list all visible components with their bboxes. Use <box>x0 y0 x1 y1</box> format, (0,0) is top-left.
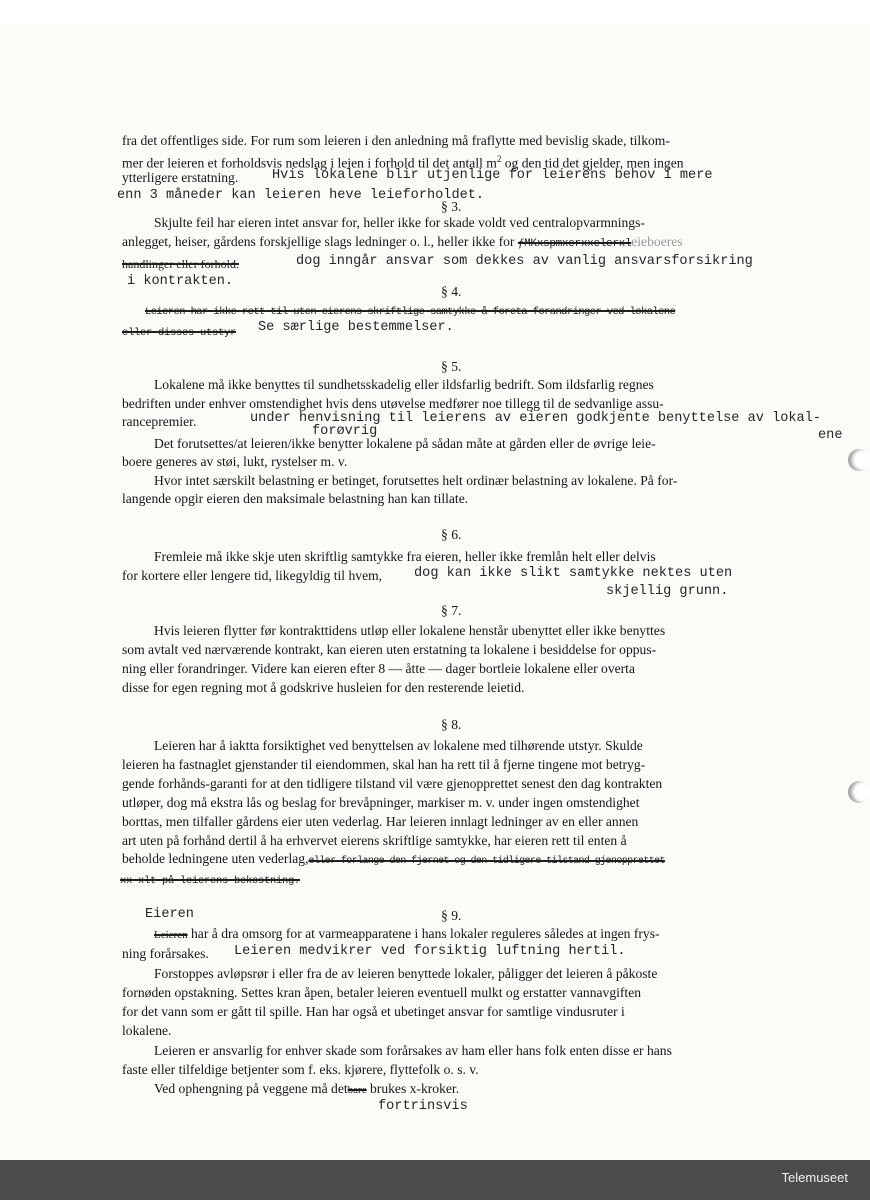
typewritten-insert-usage-cont: ene <box>818 428 843 443</box>
punch-hole-top <box>848 449 870 471</box>
section-9-line-7: Leieren er ansvarlig for enhver skade som forårsakes av ham eller hans folk enten disse er hans <box>154 1043 672 1058</box>
section-5-line-6: Hvor intet særskilt belastning er betinget, forutsettes helt ordinær belastning av lokalene. På for- <box>154 473 678 488</box>
typewritten-fortrinsvis: fortrinsvis <box>378 1099 468 1114</box>
punch-hole-bottom <box>848 781 870 803</box>
section-9-line-5: for det vann som er gått til spille. Han har også et ubetinget ansvar for samtlige vindusruter i <box>122 1004 625 1019</box>
section-9-line-2: ning forårsakes. <box>122 946 209 961</box>
section-9-line-1: Leieren har å dra omsorg for at varmeapparatene i hans lokaler reguleres således at ingen frys- <box>154 926 660 941</box>
section-6-line-2: for kortere eller lengere tid, likegyldig til hvem, <box>122 568 383 583</box>
section-5-line-7: langende opgir eieren den maksimale belastning han kan tillate. <box>122 491 469 506</box>
section-8-line-1: Leieren har å iaktta forsiktighet ved benyttelsen av lokalene med tilhørende utstyr. Skulde <box>154 738 643 753</box>
typewritten-addition-8: Leieren medvikrer ved forsiktig luftning hertil. <box>234 944 626 959</box>
typewritten-addition-3: dog inngår ansvar som dekkes av vanlig ansvarsforsikring <box>296 254 753 269</box>
section-8-line-5: borttas, men tilfaller gårdens eier uten vederlag. Har leieren innlagt ledninger av en eller annen <box>122 814 639 829</box>
section-6-line-1: Fremleie må ikke skje uten skriftlig samtykke fra eieren, heller ikke fremlån helt eller delvis <box>154 549 656 564</box>
section-9-line-6: lokalene. <box>122 1023 172 1038</box>
section-5-heading: § 5. <box>441 359 462 374</box>
section-9-line-4: fornøden opstakning. Settes kran åpen, betaler leieren eventuell mulkt og erstatter vannavgiften <box>122 985 642 1000</box>
section-7-line-2: som avtalt ved nærværende kontrakt, kan eieren uten erstatning ta lokalene i besiddelse for oppus- <box>122 642 657 657</box>
section-3-line-3: handlinger eller forhold. <box>122 257 239 271</box>
section-4-line-1: Leieren har ikke rett til uten eierens skriftlige samtykke å foreta forandringer ved lokalene <box>145 306 676 318</box>
section-8-line-6: art uten på forhånd dertil å ha erhvervet eierens skriftlige samtykke, har eieren rett til enten å <box>122 833 627 848</box>
section-8-line-8: xx xlt på leierens bekostning. <box>120 875 301 887</box>
section-3-heading: § 3. <box>441 199 462 214</box>
telemuseet-watermark: Telemuseet <box>781 1170 848 1185</box>
typewritten-addition-1: Hvis lokalene blir utjenlige for leierens behov i mere <box>272 168 713 183</box>
section-7-line-3: ning eller forandringer. Videre kan eieren efter 8 — åtte — dager bortleie lokalene eller overta <box>122 661 635 676</box>
section-4-line-2: eller disses utstyr <box>122 327 237 339</box>
typewritten-addition-7: skjellig grunn. <box>606 584 729 599</box>
section-8-heading: § 8. <box>441 717 462 732</box>
section-8-line-2: leieren ha fastnaglet gjenstander til eiendommen, skal han ha rett til å fjerne tingene mot betryg- <box>122 757 646 772</box>
section-7-heading: § 7. <box>441 603 462 618</box>
typewritten-addition-6: dog kan ikke slikt samtykke nektes uten <box>414 566 733 581</box>
section-6-heading: § 6. <box>441 527 462 542</box>
section-8-line-4: utløper, dog må ekstra lås og beslag for brevåpninger, markiser m. v. under ingen omstendighet <box>122 795 640 810</box>
section-9-line-9: Ved ophengning på veggene må detbare brukes x-kroker. <box>154 1081 460 1096</box>
typewritten-eieren: Eieren <box>145 907 194 922</box>
section-3-line-2: anlegget, heiser, gårdens forskjellige slags ledninger o. l., heller ikke for ƒMKxspmxerxxelerxleieboeres <box>122 234 683 250</box>
section-5-line-1: Lokalene må ikke benyttes til sundhetsskadelig eller ildsfarlig bedrift. Som ildsfarlig regnes <box>154 377 654 392</box>
section-5-line-5: boere generes av støi, lukt, rystelser m. v. <box>122 454 348 469</box>
section-3-line-1: Skjulte feil har eieren intet ansvar for, heller ikke for skade voldt ved centralopvarmnings- <box>154 215 645 230</box>
section-7-line-1: Hvis leieren flytter før kontrakttidens utløp eller lokalene henstår ubenyttet eller ikke benyttes <box>154 623 666 638</box>
typewritten-addition-2: enn 3 måneder kan leieren heve leieforholdet. <box>117 188 485 203</box>
typewritten-addition-5: Se særlige bestemmelser. <box>258 320 454 335</box>
section-9-line-3: Forstoppes avløpsrør i eller fra de av leieren benyttede lokaler, påligger det leieren å påkoste <box>154 966 658 981</box>
footer-bar <box>0 1160 870 1200</box>
section-8-line-7: beholde ledningene uten vederlag,eller forlange den fjernet og den tidligere tilstand gjenopprettet <box>122 851 665 867</box>
section-8-line-3: gende forhånds-garanti for at den tidligere tilstand vil være gjenopprettet senest den dag kontrakten <box>122 776 663 791</box>
section-7-line-4: disse for egen regning mot å godskrive husleien for den resterende leietid. <box>122 680 525 695</box>
page-top-edge <box>0 0 870 24</box>
section-5-line-4: Det forutsettes/at leieren/ikke benytter lokalene på sådan måte at gården eller de øvrige leie- <box>154 436 656 451</box>
typewritten-addition-4: i kontrakten. <box>127 274 234 289</box>
section-4-heading: § 4. <box>441 284 462 299</box>
intro-line-3: ytterligere erstatning. <box>122 170 239 185</box>
section-5-line-2: bedriften under enhver omstendighet hvis dens utøvelse medfører noe tillegg til de sedvanlige assu- <box>122 396 664 411</box>
typewritten-insert-usage: under henvisning til leierens av eieren godkjente benyttelse av lokal- <box>250 411 822 426</box>
section-9-line-8: faste eller tilfeldige betjenter som f. eks. kjørere, flyttefolk o. s. v. <box>122 1062 479 1077</box>
intro-line-2: mer der leieren et forholdsvis nedslag i leien i forhold til det antall $m^2$ og den tid det gjelder, men ingen <box>122 154 684 171</box>
intro-line-1: fra det offentliges side. For rum som leieren i den anledning må fraflytte med bevislig skade, tilkom- <box>122 133 670 148</box>
section-9-heading: § 9. <box>441 908 462 923</box>
typewritten-insert-forovrig: forøvrig <box>312 424 378 439</box>
section-5-line-3: rancepremier. <box>122 414 197 429</box>
